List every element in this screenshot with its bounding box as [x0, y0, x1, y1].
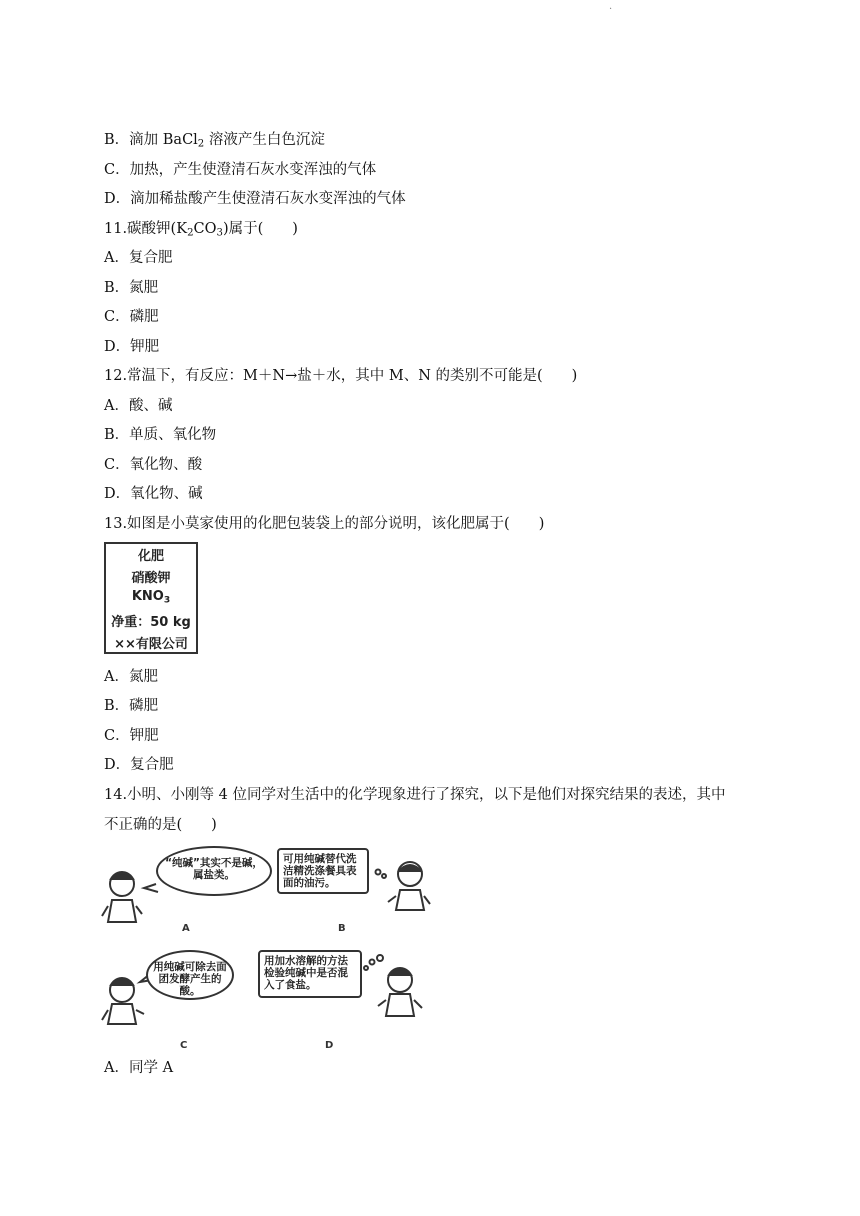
person-a-icon	[102, 872, 142, 922]
q13-option-b: B．磷肥	[104, 698, 159, 714]
label-c: C	[180, 1040, 188, 1051]
q11-option-a: A．复合肥	[104, 250, 173, 266]
q12-option-c: C．氧化物、酸	[104, 457, 203, 473]
q13-option-a: A．氮肥	[104, 669, 158, 685]
q12-option-d: D．氧化物、碱	[104, 486, 203, 502]
question-14-line-1: 14.小明、小刚等 4 位同学对生活中的化学现象进行了探究，以下是他们对探究结果的表述，其中	[104, 787, 726, 803]
q11-option-c: C．磷肥	[104, 309, 159, 325]
q11-option-d: D．钾肥	[104, 339, 160, 355]
q12-option-b: B．单质、氧化物	[104, 427, 217, 443]
q13-option-d: D．复合肥	[104, 757, 174, 773]
page-mark: ·	[609, 4, 613, 15]
label-name: 硝酸钾	[131, 571, 171, 586]
speech-bubble-a: “纯碱”其实不是碱，属盐类。	[156, 846, 272, 896]
label-d: D	[325, 1040, 334, 1051]
q11-option-b: B．氮肥	[104, 280, 159, 296]
q13-option-c: C．钾肥	[104, 728, 159, 744]
person-b-icon	[388, 862, 430, 910]
label-b: B	[338, 923, 346, 934]
q12-option-a: A．酸、碱	[104, 398, 173, 414]
speech-bubble-c: 用纯碱可除去面团发酵产生的酸。	[146, 950, 234, 1000]
label-formula: $KNO_3$	[131, 589, 171, 606]
question-12: 12.常温下，有反应：M＋N→盐＋水，其中 M、N 的类别不可能是( )	[104, 368, 578, 384]
label-net-weight: 净重：50 kg	[111, 615, 191, 630]
thought-box-d: 用加水溶解的方法检验纯碱中是否混入了食盐。	[258, 950, 362, 998]
q10-option-d: D．滴加稀盐酸产生使澄清石灰水变浑浊的气体	[104, 191, 406, 207]
q14-option-a: A．同学 A	[104, 1060, 174, 1076]
question-11: 11.碳酸钾$(K_2CO_3)$属于( )	[104, 221, 298, 239]
question-14-line-2: 不正确的是( )	[104, 817, 217, 833]
q10-option-b: B．滴加 BaCl$_2$ 溶液产生白色沉淀	[104, 132, 325, 150]
thought-box-b: 可用纯碱替代洗洁精洗涤餐具表面的油污。	[277, 848, 369, 894]
person-d-icon	[378, 968, 422, 1016]
question-13: 13.如图是小莫家使用的化肥包装袋上的部分说明，该化肥属于( )	[104, 516, 545, 532]
person-c-icon	[102, 978, 144, 1024]
q10-option-c: C．加热，产生使澄清石灰水变浑浊的气体	[104, 162, 377, 178]
label-fertilizer: 化肥	[137, 549, 164, 564]
label-a: A	[182, 923, 190, 934]
fertilizer-label	[104, 542, 198, 654]
label-company: ××有限公司	[114, 637, 188, 652]
